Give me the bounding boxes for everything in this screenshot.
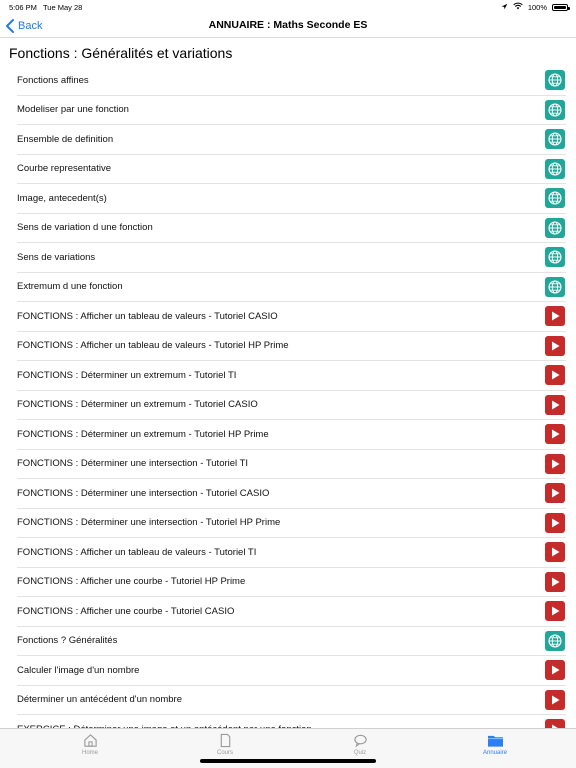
list-item-label: FONCTIONS : Déterminer une intersection - Tutoriel CASIO (17, 487, 270, 499)
list-item-label: FONCTIONS : Déterminer une intersection - Tutoriel TI (17, 458, 249, 470)
battery-percent: 100% (527, 2, 547, 12)
list-item[interactable] (17, 509, 566, 539)
play-icon[interactable] (545, 454, 565, 474)
globe-icon[interactable] (545, 70, 565, 90)
back-label: Back (18, 20, 43, 32)
list-item[interactable] (17, 420, 566, 450)
list-item-label: FONCTIONS : Déterminer un extremum - Tutoriel TI (17, 369, 237, 381)
status-date: Tue May 28 (43, 3, 83, 12)
list-item-label: Modeliser par une fonction (17, 104, 129, 116)
list-item[interactable] (17, 538, 566, 568)
list-item[interactable] (17, 243, 566, 273)
navigation-bar (0, 14, 576, 38)
tab-label: Cours (216, 750, 233, 756)
list-item[interactable] (17, 125, 566, 155)
list-item-label: FONCTIONS : Déterminer un extremum - Tutoriel HP Prime (17, 428, 269, 440)
play-icon[interactable] (545, 336, 565, 356)
list-item[interactable] (17, 332, 566, 362)
play-icon[interactable] (545, 306, 565, 326)
tab-label: Quiz (353, 750, 367, 756)
list-item[interactable] (17, 479, 566, 509)
list-item-label: FONCTIONS : Afficher un tableau de valeurs - Tutoriel TI (17, 546, 257, 558)
play-icon[interactable] (545, 542, 565, 562)
globe-icon[interactable] (545, 188, 565, 208)
resource-list (0, 66, 576, 728)
list-item[interactable] (17, 391, 566, 421)
list-item[interactable] (17, 361, 566, 391)
home-indicator (200, 759, 376, 763)
list-item-label: FONCTIONS : Afficher un tableau de valeurs - Tutoriel CASIO (17, 310, 278, 322)
list-item[interactable] (17, 597, 566, 627)
list-item[interactable] (17, 214, 566, 244)
list-item-label: Sens de variations (17, 251, 96, 263)
list-item-label: Ensemble de definition (17, 133, 114, 145)
list-item-label: Déterminer un antécédent d'un nombre (17, 694, 182, 706)
list-item[interactable] (17, 184, 566, 214)
list-item-label: Calculer l'image d'un nombre (17, 664, 140, 676)
list-item-label: Image, antecedent(s) (17, 192, 107, 204)
play-icon[interactable] (545, 572, 565, 592)
list-item[interactable] (17, 568, 566, 598)
list-item-label: Fonctions affines (17, 74, 89, 86)
location-icon (501, 3, 508, 12)
tab-label: Annuaire (482, 750, 508, 756)
list-item[interactable] (17, 155, 566, 185)
page-title: ANNUAIRE : Maths Seconde ES (208, 19, 368, 31)
list-item-label: FONCTIONS : Déterminer un extremum - Tutoriel CASIO (17, 399, 258, 411)
list-item-label: Courbe representative (17, 163, 111, 175)
play-icon[interactable] (545, 365, 565, 385)
list-item-label: FONCTIONS : Afficher un tableau de valeurs - Tutoriel HP Prime (17, 340, 289, 352)
tab-label: Home (81, 750, 98, 756)
list-item-label: FONCTIONS : Afficher une courbe - Tutoriel CASIO (17, 605, 235, 617)
chat-bubble-icon (288, 733, 432, 748)
home-icon (18, 733, 162, 748)
folder-icon (423, 733, 567, 748)
play-icon[interactable] (545, 424, 565, 444)
tab-annuaire[interactable] (423, 733, 567, 763)
globe-icon[interactable] (545, 129, 565, 149)
play-icon[interactable] (545, 513, 565, 533)
globe-icon[interactable] (545, 218, 565, 238)
list-item[interactable] (17, 96, 566, 126)
list-item[interactable] (17, 66, 566, 96)
tab-home[interactable] (18, 733, 162, 763)
list-item[interactable] (17, 273, 566, 303)
play-icon[interactable] (545, 395, 565, 415)
globe-icon[interactable] (545, 100, 565, 120)
list-item[interactable] (17, 450, 566, 480)
play-icon[interactable] (545, 601, 565, 621)
list-item[interactable] (17, 627, 566, 657)
battery-icon (552, 4, 568, 11)
list-item-label: FONCTIONS : Afficher une courbe - Tutoriel HP Prime (17, 576, 246, 588)
globe-icon[interactable] (545, 277, 565, 297)
globe-icon[interactable] (545, 247, 565, 267)
status-time: 5:06 PM (9, 3, 37, 12)
list-item-label: Extremum d une fonction (17, 281, 123, 293)
list-item[interactable] (17, 656, 566, 686)
list-item-label: FONCTIONS : Déterminer une intersection - Tutoriel HP Prime (17, 517, 281, 529)
status-indicators (501, 2, 568, 12)
wifi-icon (513, 2, 523, 12)
list-item-label: Sens de variation d une fonction (17, 222, 153, 234)
play-icon[interactable] (545, 483, 565, 503)
globe-icon[interactable] (545, 631, 565, 651)
globe-icon[interactable] (545, 159, 565, 179)
play-icon[interactable] (545, 660, 565, 680)
list-item[interactable] (17, 302, 566, 332)
list-item[interactable] (17, 686, 566, 716)
list-item-label: Fonctions ? Généralités (17, 635, 118, 647)
status-bar (0, 0, 576, 14)
section-title: Fonctions : Généralités et variations (9, 45, 233, 61)
play-icon[interactable] (545, 690, 565, 710)
document-icon (153, 733, 297, 748)
